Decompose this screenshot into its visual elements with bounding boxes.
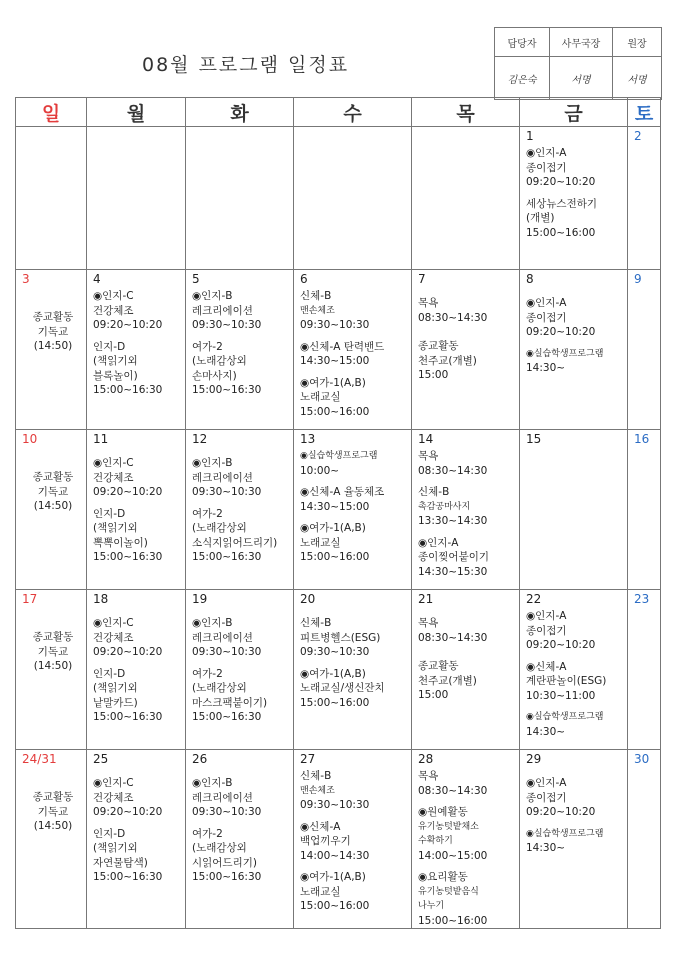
schedule-line bbox=[93, 449, 183, 456]
schedule-line: 맨손체조 bbox=[300, 785, 335, 796]
day-number: 17 bbox=[22, 592, 38, 606]
schedule-line: 15:00~16:00 bbox=[418, 914, 488, 927]
schedule-line: 14:30~ bbox=[526, 842, 566, 854]
schedule-line: 15:00 bbox=[418, 689, 449, 701]
schedule-line bbox=[93, 769, 183, 776]
schedule-line bbox=[22, 769, 84, 776]
day-number: 3 bbox=[22, 272, 30, 286]
schedule-line: 여가-2 bbox=[192, 340, 223, 353]
day-cell bbox=[16, 270, 87, 430]
schedule-line: 신체-B bbox=[300, 290, 332, 302]
schedule-line: (책읽기외 bbox=[93, 842, 138, 854]
schedule-line: 인지-D bbox=[93, 827, 126, 840]
schedule-line: 14:30~15:30 bbox=[418, 565, 488, 578]
schedule-line: 기독교 bbox=[37, 325, 69, 338]
schedule-line bbox=[526, 190, 625, 197]
schedule-line: 기독교 bbox=[37, 805, 69, 818]
approval-header-manager: 담당자 bbox=[495, 28, 550, 57]
schedule-line: 09:30~10:30 bbox=[300, 799, 370, 811]
schedule-line: 마스크팩붙이기) bbox=[192, 696, 268, 709]
schedule-line: 자연물탐색) bbox=[93, 856, 148, 869]
day-cell bbox=[294, 270, 412, 430]
schedule-line: 유기농텃밭채소 bbox=[418, 821, 479, 832]
calendar-table bbox=[15, 97, 661, 929]
day-cell bbox=[628, 430, 661, 590]
day-cell bbox=[87, 590, 186, 750]
day-number: 7 bbox=[418, 272, 426, 286]
day-cell bbox=[520, 127, 628, 270]
day-cell bbox=[186, 270, 294, 430]
week-row bbox=[16, 750, 661, 929]
schedule-line bbox=[22, 449, 84, 456]
schedule-line: 뽁뽁이놀이) bbox=[93, 536, 148, 549]
schedule-line: 신체-B bbox=[300, 770, 332, 782]
schedule-line bbox=[22, 289, 84, 296]
day-cell bbox=[186, 430, 294, 590]
schedule-line: 14:00~14:30 bbox=[300, 849, 370, 862]
schedule-line: ◉인지-A bbox=[526, 777, 567, 789]
day-cell bbox=[87, 270, 186, 430]
schedule-line bbox=[300, 863, 409, 870]
day-cell bbox=[628, 270, 661, 430]
weekday-mon: 월 bbox=[87, 98, 186, 127]
day-number: 24/31 bbox=[22, 752, 57, 766]
schedule-line: 09:30~10:30 bbox=[192, 806, 262, 818]
schedule-line: 건강체조 bbox=[93, 791, 134, 804]
schedule-line: 15:00~16:30 bbox=[192, 551, 262, 563]
schedule-line: 소식지읽어드리기) bbox=[192, 536, 278, 549]
schedule-line bbox=[418, 652, 517, 659]
day-number: 20 bbox=[300, 592, 316, 606]
schedule-line: 09:20~10:20 bbox=[526, 639, 596, 651]
schedule-line bbox=[526, 340, 625, 347]
schedule-line: 10:30~11:00 bbox=[526, 689, 596, 702]
schedule-line: ◉인지-C bbox=[93, 617, 134, 629]
schedule-line bbox=[526, 769, 625, 776]
schedule-line bbox=[300, 333, 409, 340]
schedule-line bbox=[418, 478, 517, 485]
schedule-line: 15:00~16:00 bbox=[300, 696, 370, 709]
schedule-line: 종교활동 bbox=[32, 471, 74, 483]
schedule-line: (노래감상외 bbox=[192, 355, 247, 367]
day-cell bbox=[87, 750, 186, 929]
schedule-line bbox=[192, 609, 291, 616]
day-cell bbox=[16, 127, 87, 270]
weekday-sun: 일 bbox=[16, 98, 87, 127]
schedule-line: 손마사지) bbox=[192, 369, 237, 382]
schedule-line: ◉인지-A bbox=[526, 147, 567, 159]
schedule-line: 인지-D bbox=[93, 507, 126, 520]
schedule-line: 15:00~16:30 bbox=[93, 711, 163, 723]
day-cell bbox=[520, 590, 628, 750]
day-number: 28 bbox=[418, 752, 434, 766]
schedule-line: 15:00~16:00 bbox=[300, 551, 370, 563]
schedule-line: ◉요리활동 bbox=[418, 871, 468, 883]
schedule-line bbox=[526, 820, 625, 827]
schedule-line: ◉신체-A 탄력밴드 bbox=[300, 340, 385, 353]
schedule-line: 15:00~16:30 bbox=[192, 871, 262, 883]
schedule-line: ◉인지-A bbox=[418, 536, 459, 549]
schedule-line: 08:30~14:30 bbox=[418, 631, 488, 644]
schedule-line: 인지-D bbox=[93, 667, 126, 680]
schedule-line bbox=[22, 609, 84, 616]
schedule-line: 노래교실 bbox=[300, 536, 341, 549]
schedule-line: 09:20~10:20 bbox=[526, 176, 596, 188]
schedule-line: 천주교(개별) bbox=[418, 354, 477, 367]
schedule-line: 계란판놀이(ESG) bbox=[526, 675, 607, 687]
schedule-line: (책읽기외 bbox=[93, 355, 138, 367]
schedule-line: (14:50) bbox=[33, 340, 73, 352]
day-cell bbox=[520, 270, 628, 430]
schedule-line: ◉인지-B bbox=[192, 777, 233, 789]
schedule-line: 목욕 bbox=[418, 297, 439, 309]
day-cell bbox=[412, 430, 520, 590]
schedule-line: 09:20~10:20 bbox=[93, 806, 163, 818]
day-number: 19 bbox=[192, 592, 208, 606]
schedule-line: 맨손체조 bbox=[300, 305, 335, 316]
schedule-line bbox=[300, 514, 409, 521]
schedule-line bbox=[300, 660, 409, 667]
weekday-wed: 수 bbox=[294, 98, 412, 127]
schedule-line: 15:00~16:30 bbox=[192, 711, 262, 723]
schedule-line: 14:30~15:00 bbox=[300, 355, 370, 367]
day-cell bbox=[628, 590, 661, 750]
day-cell bbox=[16, 750, 87, 929]
day-number: 5 bbox=[192, 272, 200, 286]
schedule-line: 09:30~10:30 bbox=[300, 646, 370, 658]
day-cell bbox=[628, 127, 661, 270]
weekday-sat: 토 bbox=[628, 98, 661, 127]
schedule-line: 종이접기 bbox=[526, 161, 567, 174]
schedule-line bbox=[192, 820, 291, 827]
schedule-line: ◉인지-C bbox=[93, 290, 134, 302]
day-cell bbox=[186, 590, 294, 750]
schedule-line bbox=[418, 645, 517, 652]
schedule-line: 인지-D bbox=[93, 340, 126, 353]
schedule-line: 레크리에이션 bbox=[192, 471, 253, 484]
schedule-line: 종교활동 bbox=[32, 311, 74, 323]
schedule-line bbox=[93, 660, 183, 667]
schedule-line: (개별) bbox=[526, 212, 555, 224]
day-cell bbox=[16, 590, 87, 750]
schedule-line: ◉인지-B bbox=[192, 617, 233, 629]
day-number: 14 bbox=[418, 432, 434, 446]
schedule-line: ◉인지-C bbox=[93, 777, 134, 789]
schedule-line: 09:20~10:20 bbox=[93, 486, 163, 498]
day-cell bbox=[294, 127, 412, 270]
day-cell bbox=[87, 430, 186, 590]
schedule-line: 레크리에이션 bbox=[192, 304, 253, 317]
schedule-line: 기독교 bbox=[37, 485, 69, 498]
schedule-line bbox=[93, 333, 183, 340]
schedule-line: 여가-2 bbox=[192, 667, 223, 680]
schedule-line bbox=[418, 332, 517, 339]
day-number: 11 bbox=[93, 432, 109, 446]
approval-table bbox=[494, 27, 662, 100]
schedule-line: 08:30~14:30 bbox=[418, 464, 488, 477]
schedule-line: 노래교실/생신잔치 bbox=[300, 682, 385, 694]
day-number: 21 bbox=[418, 592, 434, 606]
schedule-line bbox=[22, 296, 84, 303]
schedule-line: ◉실습학생프로그램 bbox=[526, 348, 604, 359]
schedule-line: 피트병헬스(ESG) bbox=[300, 631, 381, 644]
schedule-line: 09:30~10:30 bbox=[192, 319, 262, 331]
approval-header-director: 사무국장 bbox=[550, 28, 613, 57]
day-cell bbox=[520, 430, 628, 590]
schedule-line: 천주교(개별) bbox=[418, 674, 477, 687]
schedule-line: 15:00 bbox=[418, 369, 449, 381]
schedule-line bbox=[22, 456, 84, 463]
weekday-thu: 목 bbox=[412, 98, 520, 127]
week-row bbox=[16, 270, 661, 430]
schedule-line bbox=[300, 813, 409, 820]
schedule-line: ◉인지-A bbox=[526, 297, 567, 309]
week-row bbox=[16, 127, 661, 270]
day-cell bbox=[87, 127, 186, 270]
day-number: 10 bbox=[22, 432, 38, 446]
schedule-line: 10:00~ bbox=[300, 464, 340, 477]
schedule-line: ◉여가-1(A,B) bbox=[300, 522, 366, 534]
schedule-line: ◉실습학생프로그램 bbox=[526, 828, 604, 839]
schedule-line: 목욕 bbox=[418, 617, 439, 629]
day-number: 4 bbox=[93, 272, 101, 286]
day-cell bbox=[294, 590, 412, 750]
schedule-line: ◉신체-A 율동체조 bbox=[300, 486, 385, 498]
schedule-line: 기독교 bbox=[37, 645, 69, 658]
schedule-line bbox=[418, 289, 517, 296]
schedule-line: 종교활동 bbox=[32, 791, 74, 803]
day-number: 16 bbox=[634, 432, 650, 446]
schedule-line bbox=[93, 500, 183, 507]
day-number: 23 bbox=[634, 592, 650, 606]
schedule-line: 14:30~15:00 bbox=[300, 500, 370, 513]
schedule-line: 09:20~10:20 bbox=[93, 646, 163, 658]
schedule-line: 종이접기 bbox=[526, 624, 567, 637]
schedule-line: 15:00~16:30 bbox=[93, 551, 163, 563]
weekday-fri: 금 bbox=[520, 98, 628, 127]
schedule-line: ◉실습학생프로그램 bbox=[300, 451, 378, 461]
schedule-line: ◉인지-A bbox=[526, 610, 567, 622]
schedule-line: 건강체조 bbox=[93, 631, 134, 644]
day-number: 27 bbox=[300, 752, 316, 766]
schedule-line: 노래교실 bbox=[300, 391, 341, 403]
schedule-line bbox=[22, 776, 84, 783]
day-number: 2 bbox=[634, 129, 642, 143]
weekday-header-row bbox=[16, 98, 661, 127]
schedule-line bbox=[192, 500, 291, 507]
schedule-line bbox=[418, 798, 517, 805]
schedule-line: 신체-B bbox=[418, 486, 450, 498]
schedule-line: 15:00~16:00 bbox=[300, 405, 370, 418]
schedule-line: 종교활동 bbox=[418, 660, 459, 672]
schedule-line: 09:30~10:30 bbox=[192, 486, 262, 498]
schedule-line: 15:00~16:30 bbox=[192, 384, 262, 396]
weekday-tue: 화 bbox=[186, 98, 294, 127]
schedule-line: 목욕 bbox=[418, 770, 439, 782]
schedule-line bbox=[22, 616, 84, 623]
schedule-line bbox=[526, 703, 625, 710]
schedule-line bbox=[300, 478, 409, 485]
schedule-line: 여가-2 bbox=[192, 507, 223, 520]
schedule-line: 세상뉴스전하기 bbox=[526, 197, 598, 210]
schedule-line: ◉인지-B bbox=[192, 457, 233, 469]
day-number: 30 bbox=[634, 752, 650, 766]
schedule-line bbox=[526, 653, 625, 660]
schedule-line bbox=[93, 609, 183, 616]
schedule-line bbox=[192, 449, 291, 456]
schedule-line: 09:20~10:20 bbox=[526, 806, 596, 818]
page-title: 08월 프로그램 일정표 bbox=[142, 54, 350, 76]
day-number: 6 bbox=[300, 272, 308, 286]
schedule-line: 09:30~10:30 bbox=[300, 319, 370, 331]
schedule-line: 종교활동 bbox=[418, 340, 459, 352]
schedule-line: ◉여가-1(A,B) bbox=[300, 667, 366, 680]
day-number: 13 bbox=[300, 432, 316, 446]
day-number: 12 bbox=[192, 432, 208, 446]
schedule-line: (노래감상외 bbox=[192, 682, 247, 694]
schedule-line: 14:30~ bbox=[526, 725, 566, 738]
schedule-line: 건강체조 bbox=[93, 471, 134, 484]
day-cell bbox=[186, 127, 294, 270]
schedule-line: 나누기 bbox=[418, 901, 445, 911]
day-cell bbox=[520, 750, 628, 929]
schedule-line: 14:30~ bbox=[526, 362, 566, 374]
schedule-line bbox=[300, 369, 409, 376]
day-cell bbox=[412, 270, 520, 430]
schedule-line bbox=[526, 289, 625, 296]
schedule-line: 백업끼우기 bbox=[300, 835, 351, 847]
schedule-line: 15:00~16:00 bbox=[300, 900, 370, 912]
week-row bbox=[16, 430, 661, 590]
schedule-line: (노래감상외 bbox=[192, 842, 247, 854]
day-number: 1 bbox=[526, 129, 534, 143]
schedule-line: 08:30~14:30 bbox=[418, 311, 488, 324]
day-number: 18 bbox=[93, 592, 109, 606]
day-number: 25 bbox=[93, 752, 109, 766]
schedule-line: 15:00~16:30 bbox=[93, 871, 163, 883]
schedule-line: ◉여가-1(A,B) bbox=[300, 871, 366, 883]
day-cell bbox=[294, 430, 412, 590]
approval-signature-director: 서명 bbox=[550, 57, 613, 100]
schedule-line: 09:20~10:20 bbox=[526, 326, 596, 338]
schedule-line: (14:50) bbox=[33, 500, 73, 512]
schedule-line: ◉여가-1(A,B) bbox=[300, 376, 366, 389]
schedule-line: 건강체조 bbox=[93, 304, 134, 317]
schedule-line: 14:00~15:00 bbox=[418, 849, 488, 862]
schedule-line: ◉인지-B bbox=[192, 290, 233, 302]
day-number: 29 bbox=[526, 752, 542, 766]
day-cell bbox=[412, 750, 520, 929]
schedule-line bbox=[22, 303, 84, 310]
schedule-line: 09:20~10:20 bbox=[93, 319, 163, 331]
approval-header-head: 원장 bbox=[613, 28, 662, 57]
schedule-line: 08:30~14:30 bbox=[418, 784, 488, 797]
schedule-line bbox=[93, 820, 183, 827]
schedule-line: (14:50) bbox=[33, 660, 73, 672]
schedule-line bbox=[418, 529, 517, 536]
schedule-line bbox=[418, 325, 517, 332]
day-number: 26 bbox=[192, 752, 208, 766]
schedule-line: 낱말카드) bbox=[93, 696, 138, 709]
schedule-line: (노래감상외 bbox=[192, 522, 247, 534]
schedule-line bbox=[22, 783, 84, 790]
schedule-line: 목욕 bbox=[418, 450, 439, 462]
day-number: 15 bbox=[526, 432, 542, 446]
schedule-line: (14:50) bbox=[33, 820, 73, 832]
schedule-line: 시읽어드리기) bbox=[192, 856, 257, 869]
approval-signature-manager: 김은숙 bbox=[495, 57, 550, 100]
week-row bbox=[16, 590, 661, 750]
day-cell bbox=[412, 127, 520, 270]
schedule-line bbox=[300, 609, 409, 616]
schedule-line: 15:00~16:00 bbox=[526, 226, 596, 239]
schedule-line: ◉신체-A bbox=[526, 660, 567, 673]
approval-signature-head: 서명 bbox=[613, 57, 662, 100]
day-cell bbox=[294, 750, 412, 929]
schedule-line: 종이접기 bbox=[526, 791, 567, 804]
schedule-line: 촉감공마사지 bbox=[418, 501, 471, 512]
schedule-line: 레크리에이션 bbox=[192, 631, 253, 644]
schedule-line: ◉실습학생프로그램 bbox=[526, 712, 604, 722]
schedule-line: 여가-2 bbox=[192, 827, 223, 840]
schedule-line: 수확하기 bbox=[418, 836, 453, 846]
schedule-line: 09:30~10:30 bbox=[192, 646, 262, 658]
schedule-line bbox=[192, 333, 291, 340]
schedule-line bbox=[192, 660, 291, 667]
day-number: 8 bbox=[526, 272, 534, 286]
schedule-line: 신체-B bbox=[300, 617, 332, 629]
schedule-line: 노래교실 bbox=[300, 885, 341, 898]
schedule-line: ◉원예활동 bbox=[418, 806, 468, 818]
day-number: 9 bbox=[634, 272, 642, 286]
schedule-line bbox=[418, 609, 517, 616]
day-cell bbox=[186, 750, 294, 929]
day-number: 22 bbox=[526, 592, 542, 606]
schedule-line: 종이찢어붙이기 bbox=[418, 551, 490, 563]
schedule-line: (책읽기외 bbox=[93, 522, 138, 534]
day-cell bbox=[628, 750, 661, 929]
schedule-line: ◉인지-C bbox=[93, 457, 134, 469]
schedule-line bbox=[192, 769, 291, 776]
schedule-line: 15:00~16:30 bbox=[93, 384, 163, 396]
schedule-line bbox=[418, 863, 517, 870]
schedule-line: 유기농텃밭음식 bbox=[418, 886, 479, 897]
schedule-line: 레크리에이션 bbox=[192, 791, 253, 804]
schedule-line: 13:30~14:30 bbox=[418, 515, 488, 527]
schedule-line bbox=[22, 623, 84, 630]
schedule-line: 블록놀이) bbox=[93, 369, 138, 382]
schedule-line: (책읽기외 bbox=[93, 682, 138, 694]
schedule-line: 종이접기 bbox=[526, 311, 567, 324]
schedule-line: ◉신체-A bbox=[300, 820, 341, 833]
schedule-line bbox=[22, 463, 84, 470]
schedule-line: 종교활동 bbox=[32, 631, 74, 643]
day-cell bbox=[412, 590, 520, 750]
day-cell bbox=[16, 430, 87, 590]
